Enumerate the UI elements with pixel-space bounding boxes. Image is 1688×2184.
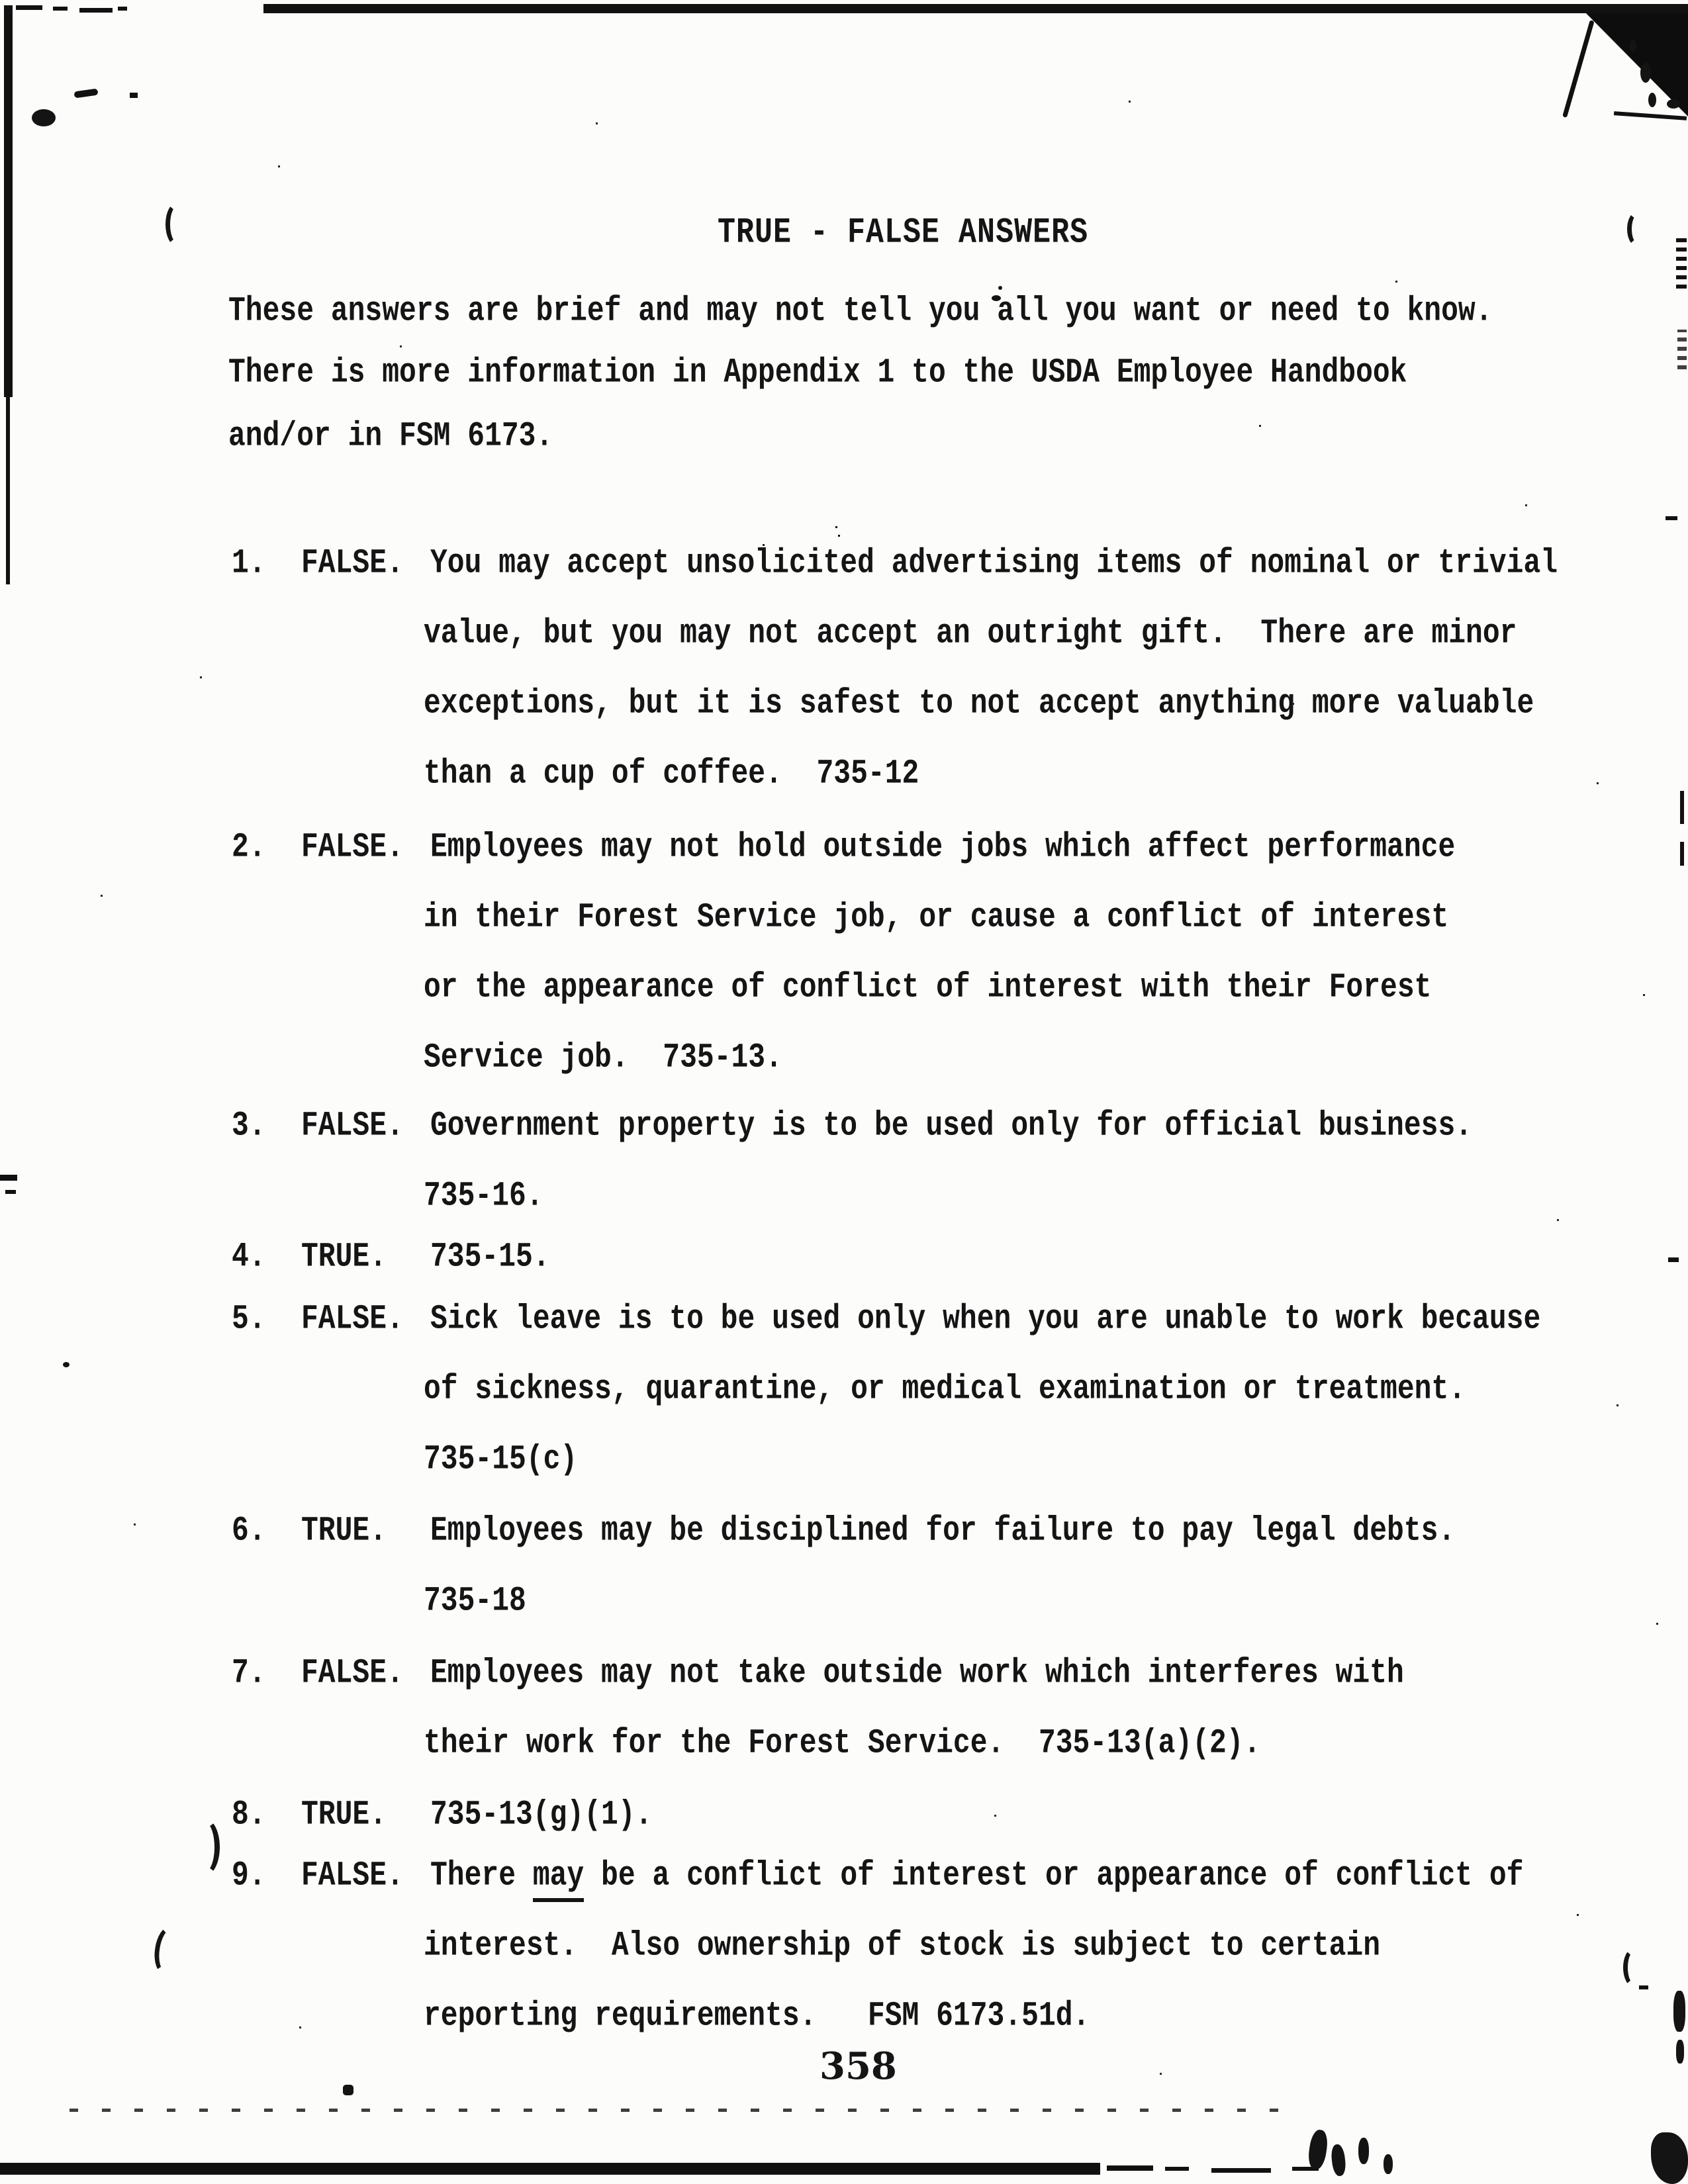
scan-artifact-top-dash	[79, 8, 113, 13]
item-line: Service job. 735-13.	[424, 1038, 782, 1077]
item-answer: TRUE.	[301, 1511, 387, 1551]
page-number: 358	[820, 2044, 897, 2088]
item-answer: FALSE.	[301, 1856, 404, 1895]
scan-artifact-dotted-line	[70, 2109, 1284, 2112]
scan-artifact-speck	[1667, 99, 1680, 109]
scan-artifact-dash	[1680, 842, 1684, 866]
item-number: 2.	[232, 827, 266, 867]
underlined-word: may	[533, 1856, 584, 1902]
scan-artifact-ink-blot	[1676, 2040, 1684, 2064]
scan-artifact-right-hatch	[1676, 233, 1687, 289]
item-line: Sick leave is to be used only when you are unable to work because	[430, 1299, 1541, 1339]
scan-artifact-ink-blot	[1358, 2138, 1369, 2164]
item-number: 8.	[232, 1795, 266, 1835]
scan-artifact-paren	[165, 203, 189, 246]
scan-artifact-ink-blot	[1331, 2144, 1347, 2177]
scan-artifact-top-bar	[263, 4, 1688, 13]
scan-artifact-paren	[1623, 1948, 1644, 1987]
intro-line: These answers are brief and may not tell you all you want or need to know.	[228, 291, 1493, 331]
item-line: Employees may not hold outside jobs which affect performance	[430, 827, 1456, 867]
item-number: 6.	[232, 1511, 266, 1551]
item-answer: FALSE.	[301, 1653, 404, 1693]
scan-artifact-ink-blot	[1307, 2128, 1329, 2170]
item-number: 5.	[232, 1299, 266, 1339]
scan-artifact-ink-blot	[1383, 2154, 1393, 2174]
item-number: 4.	[232, 1237, 266, 1277]
item-line: value, but you may not accept an outright gift. There are minor	[424, 614, 1517, 653]
item-number: 3.	[232, 1106, 266, 1146]
item-answer: FALSE.	[301, 1106, 404, 1146]
page-title: TRUE - FALSE ANSWERS	[718, 212, 1089, 253]
item-line: Employees may not take outside work which interferes with	[430, 1653, 1404, 1693]
scan-artifact-ink-blot	[1673, 1991, 1685, 2032]
scan-artifact-dash	[1668, 1257, 1679, 1262]
scan-artifact-bottom-dash	[1165, 2167, 1189, 2171]
item-line: You may accept unsolicited advertising items of nominal or trivial	[430, 543, 1558, 583]
item-answer: TRUE.	[301, 1795, 387, 1835]
item-line: than a cup of coffee. 735-12	[424, 754, 919, 794]
scan-artifact-ink-blot	[1651, 2132, 1688, 2184]
scan-artifact-speck	[1640, 63, 1651, 83]
item-number: 9.	[232, 1856, 266, 1895]
scan-artifact-dash	[1639, 1985, 1648, 1989]
item-line: Government property is to be used only for official business.	[430, 1106, 1473, 1146]
scan-artifact-dash	[73, 89, 98, 99]
item-line: 735-15(c)	[424, 1439, 578, 1479]
scan-artifact-speck	[998, 286, 1002, 290]
item-answer: FALSE.	[301, 1299, 404, 1339]
item-line: There may be a conflict of interest or appearance of conflict of	[430, 1858, 1523, 1893]
scan-artifact-bottom-dash	[1107, 2165, 1153, 2171]
scan-artifact-top-dash	[118, 7, 127, 11]
scan-artifact-speck	[63, 1362, 70, 1367]
item-answer: TRUE.	[301, 1237, 387, 1277]
item-line: exceptions, but it is safest to not accept anything more valuable	[424, 684, 1534, 723]
scan-artifact-speck	[343, 2085, 353, 2095]
scan-artifact-left-bar-tail	[6, 396, 10, 584]
item-line: of sickness, quarantine, or medical examination or treatment.	[424, 1369, 1466, 1409]
scan-artifact-paren	[1627, 212, 1646, 246]
scan-artifact-dash	[5, 1190, 16, 1194]
item-line: or the appearance of conflict of interest with their Forest	[424, 968, 1432, 1007]
item-number: 1.	[232, 543, 266, 583]
scan-artifact-dash	[130, 93, 138, 98]
scan-artifact-top-dash	[16, 5, 42, 10]
intro-line: and/or in FSM 6173.	[228, 416, 553, 456]
scan-artifact-left-bar	[4, 5, 13, 397]
item-line: Employees may be disciplined for failure to pay legal debts.	[430, 1511, 1456, 1551]
item-number: 7.	[232, 1653, 266, 1693]
item-line: interest. Also ownership of stock is subject to certain	[424, 1926, 1381, 1966]
scan-artifact-paren	[191, 1819, 220, 1876]
scan-artifact-top-dash	[53, 7, 68, 11]
scan-artifact-bottom-dash	[1211, 2168, 1271, 2173]
scan-artifact-dash	[0, 1175, 17, 1181]
scan-artifact-right-hatch	[1677, 330, 1687, 369]
scan-artifact-speck	[1648, 93, 1656, 107]
scan-artifact-speck	[1630, 40, 1636, 52]
scan-artifact-ink-blot	[32, 109, 56, 126]
item-line: 735-16.	[424, 1176, 543, 1216]
scan-artifact-paren	[152, 1925, 184, 1977]
item-answer: FALSE.	[301, 543, 404, 583]
item-line: 735-13(g)(1).	[430, 1795, 653, 1835]
item-line: their work for the Forest Service. 735-13(a)(2).	[424, 1723, 1261, 1763]
item-line: reporting requirements. FSM 6173.51d.	[424, 1996, 1090, 2036]
item-answer: FALSE.	[301, 827, 404, 867]
scan-artifact-dash	[1680, 791, 1684, 824]
item-line: in their Forest Service job, or cause a conflict of interest	[424, 897, 1449, 937]
item-line: 735-15.	[430, 1237, 550, 1277]
item-line: 735-18	[424, 1581, 526, 1621]
scan-artifact-bottom-bar	[0, 2163, 1100, 2175]
intro-line: There is more information in Appendix 1 to the USDA Employee Handbook	[228, 353, 1407, 392]
page-corner-fold-crease	[1562, 20, 1595, 118]
scan-artifact-dash	[1665, 516, 1677, 520]
scan-noise	[0, 0, 2, 2]
page-corner-fold-crease	[1614, 111, 1687, 120]
